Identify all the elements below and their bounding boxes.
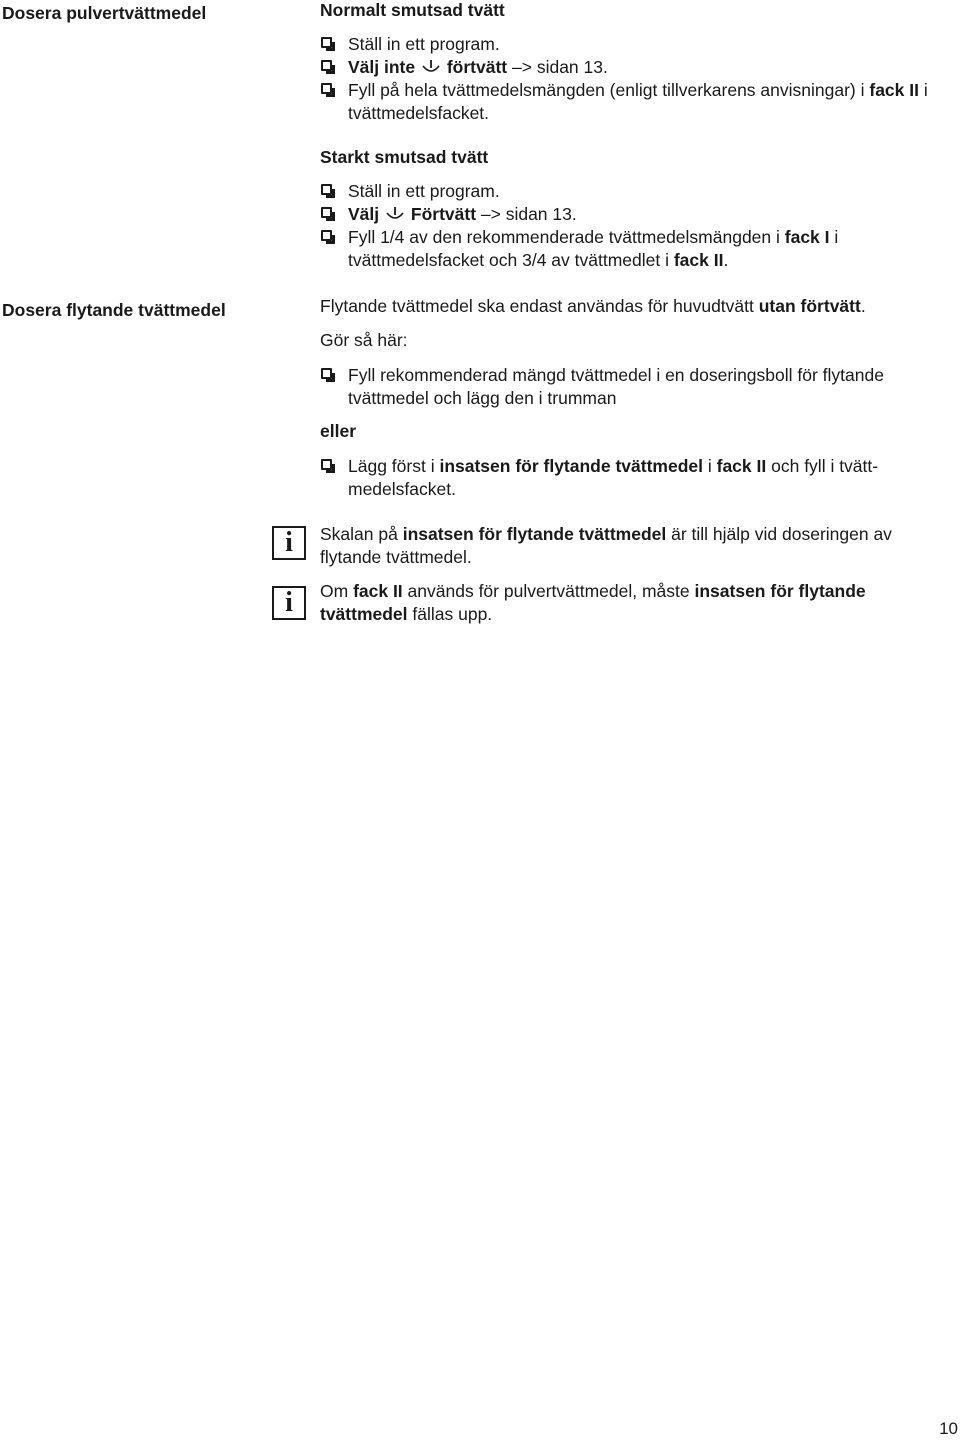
info-icon: i — [272, 586, 306, 620]
liquid-step-2 — [320, 455, 932, 501]
list-item: Ställ in ett program. — [320, 180, 950, 203]
checkbox-bullet-icon — [321, 83, 332, 94]
liquid-step-1 — [320, 364, 950, 410]
checkbox-bullet-icon — [321, 459, 332, 470]
liquid-intro: Flytande tvättmedel ska endast användas för huvudtvätt utan förtvätt. — [320, 296, 866, 316]
checkbox-bullet-icon — [321, 60, 332, 71]
info-icon: i — [272, 526, 306, 560]
checkbox-bullet-icon — [321, 37, 332, 48]
list-item: Lägg först i insatsen för flytande tvättmedel i fack II och fyll i tvätt-medelsfacket. — [320, 455, 932, 501]
normal-soil-steps — [320, 33, 950, 125]
list-item: Fyll på hela tvättmedelsmängden (enligt tillverkarens anvisningar) i fack II i tvättmedelsfacket. — [320, 79, 950, 125]
prewash-symbol-icon — [386, 206, 404, 222]
checkbox-bullet-icon — [321, 230, 332, 241]
prewash-symbol-icon — [422, 59, 440, 75]
list-item: Fyll rekommenderad mängd tvättmedel i en doseringsboll för flytande tvättmedel och lägg den i trumman — [320, 364, 950, 410]
list-item: Välj Förtvätt –> sidan 13. — [320, 203, 950, 226]
liquid-howto: Gör så här: — [320, 330, 408, 350]
list-item: Välj inte förtvätt –> sidan 13. — [320, 56, 950, 79]
info-note-fold: Om fack II används för pulvertvättmedel, måste insatsen för flytande tvättmedel fällas upp. — [320, 581, 866, 624]
checkbox-bullet-icon — [321, 184, 332, 195]
info-note-scale: Skalan på insatsen för flytande tvättmedel är till hjälp vid doseringen av flytande tvättmedel. — [320, 524, 892, 567]
checkbox-bullet-icon — [321, 368, 332, 379]
heavy-soil-heading: Starkt smutsad tvätt — [320, 147, 489, 167]
list-item: Fyll 1/4 av den rekommenderade tvättmedelsmängden i fack I i tvättmedelsfacket och 3/4 av tvättmedlet i fack II. — [320, 226, 950, 272]
section-title-liquid: Dosera flytande tvättmedel — [2, 300, 226, 320]
normal-soil-heading: Normalt smutsad tvätt — [320, 0, 505, 20]
list-item: Ställ in ett program. — [320, 33, 950, 56]
page-number: 10 — [939, 1419, 958, 1438]
section-title-powder: Dosera pulvertvättmedel — [2, 3, 207, 23]
heavy-soil-steps — [320, 180, 950, 272]
checkbox-bullet-icon — [321, 207, 332, 218]
or-label: eller — [320, 421, 356, 441]
